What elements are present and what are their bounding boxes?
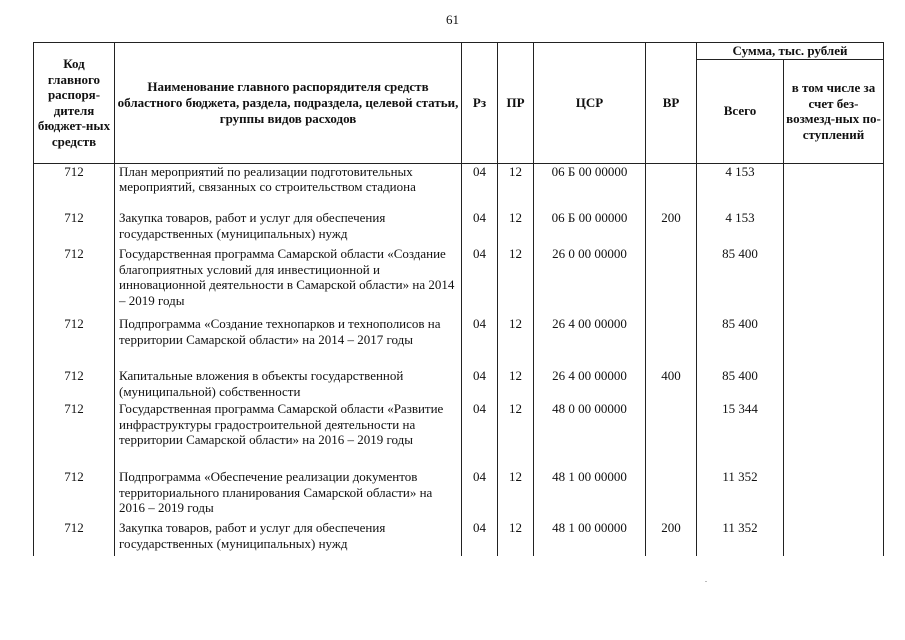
cell-pr: 12: [498, 520, 534, 556]
cell-name: Государственная программа Самарской области «Создание благоприятных условий для инвестиционной и инновационной деятельности в Самарской области» на 2014 – 2019 годы: [115, 246, 462, 316]
budget-table: [33, 42, 884, 556]
cell-vr: [646, 469, 697, 520]
cell-vr: 200: [646, 210, 697, 246]
cell-csr: 06 Б 00 00000: [534, 163, 646, 210]
cell-code: 712: [34, 316, 115, 368]
cell-code: 712: [34, 210, 115, 246]
cell-rz: 04: [462, 368, 498, 401]
cell-vr: 200: [646, 520, 697, 556]
cell-grants: [784, 401, 884, 469]
cell-rz: 04: [462, 210, 498, 246]
cell-rz: 04: [462, 469, 498, 520]
table-row: [34, 163, 884, 210]
table-header: [34, 43, 884, 164]
cell-grants: [784, 163, 884, 210]
cell-csr: 48 1 00 00000: [534, 520, 646, 556]
cell-name: Закупка товаров, работ и услуг для обеспечения государственных (муниципальных) нужд: [115, 520, 462, 556]
header-grants: в том числе за счет без-возмезд-ных по-ступлений: [784, 59, 884, 163]
header-csr: ЦСР: [534, 43, 646, 164]
cell-total: 15 344: [697, 401, 784, 469]
header-sum-group: Сумма, тыс. рублей: [697, 43, 884, 60]
table-row: [34, 316, 884, 368]
header-name: Наименование главного распорядителя средств областного бюджета, раздела, подраздела, целевой статьи, группы видов расходов: [115, 43, 462, 164]
table-row: [34, 246, 884, 316]
cell-csr: 26 4 00 00000: [534, 316, 646, 368]
cell-rz: 04: [462, 246, 498, 316]
cell-code: 712: [34, 469, 115, 520]
page-number: 61: [446, 12, 459, 27]
cell-pr: 12: [498, 163, 534, 210]
cell-total: 85 400: [697, 246, 784, 316]
cell-grants: [784, 210, 884, 246]
cell-grants: [784, 520, 884, 556]
table-body: [34, 163, 884, 556]
cell-vr: [646, 246, 697, 316]
cell-total: 4 153: [697, 210, 784, 246]
cell-grants: [784, 368, 884, 401]
table-row: [34, 368, 884, 401]
cell-grants: [784, 246, 884, 316]
cell-pr: 12: [498, 401, 534, 469]
cell-pr: 12: [498, 316, 534, 368]
cell-csr: 06 Б 00 00000: [534, 210, 646, 246]
header-vr: ВР: [646, 43, 697, 164]
cell-grants: [784, 316, 884, 368]
cell-grants: [784, 469, 884, 520]
cell-code: 712: [34, 163, 115, 210]
cell-csr: 26 0 00 00000: [534, 246, 646, 316]
cell-name: Государственная программа Самарской области «Развитие инфраструктуры градостроительной деятельности на территории Самарской области» на 2016 – 2019 годы: [115, 401, 462, 469]
cell-csr: 48 1 00 00000: [534, 469, 646, 520]
cell-csr: 26 4 00 00000: [534, 368, 646, 401]
cell-total: 4 153: [697, 163, 784, 210]
cell-name: Закупка товаров, работ и услуг для обеспечения государственных (муниципальных) нужд: [115, 210, 462, 246]
cell-rz: 04: [462, 163, 498, 210]
cell-name: Подпрограмма «Обеспечение реализации документов территориального планирования Самарской области» на 2016 – 2019 годы: [115, 469, 462, 520]
cell-code: 712: [34, 246, 115, 316]
cell-pr: 12: [498, 246, 534, 316]
cell-total: 85 400: [697, 316, 784, 368]
header-code: Код главного распоря-дителя бюджет-ных средств: [34, 43, 115, 164]
cell-code: 712: [34, 401, 115, 469]
cell-pr: 12: [498, 210, 534, 246]
cell-rz: 04: [462, 401, 498, 469]
header-pr: ПР: [498, 43, 534, 164]
cell-name: План мероприятий по реализации подготовительных мероприятий, связанных со строительством стадиона: [115, 163, 462, 210]
cell-rz: 04: [462, 316, 498, 368]
cell-name: Подпрограмма «Создание технопарков и технополисов на территории Самарской области» на 2014 – 2017 годы: [115, 316, 462, 368]
table-row: [34, 520, 884, 556]
header-rz: Рз: [462, 43, 498, 164]
table-row: [34, 469, 884, 520]
cell-code: 712: [34, 368, 115, 401]
cell-vr: 400: [646, 368, 697, 401]
table-row: [34, 401, 884, 469]
cell-code: 712: [34, 520, 115, 556]
cell-total: 11 352: [697, 469, 784, 520]
cell-rz: 04: [462, 520, 498, 556]
cell-total: 85 400: [697, 368, 784, 401]
cell-pr: 12: [498, 469, 534, 520]
cell-vr: [646, 401, 697, 469]
cell-vr: [646, 163, 697, 210]
table-row: [34, 210, 884, 246]
cell-name: Капитальные вложения в объекты государственной (муниципальной) собственности: [115, 368, 462, 401]
header-total: Всего: [697, 59, 784, 163]
cell-vr: [646, 316, 697, 368]
cell-total: 11 352: [697, 520, 784, 556]
scan-speck: [705, 581, 707, 582]
cell-csr: 48 0 00 00000: [534, 401, 646, 469]
cell-pr: 12: [498, 368, 534, 401]
